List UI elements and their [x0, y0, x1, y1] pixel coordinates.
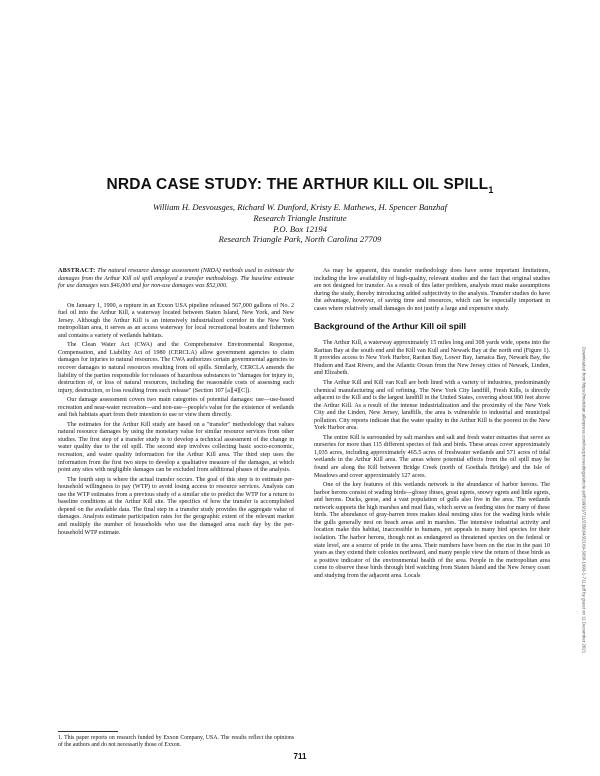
body-paragraph: On January 1, 1990, a rupture in an Exxon USA pipeline released 567,000 gallons of No. 2 fuel oil into the Arthur Kill, a waterway located between Staten Island, New York, and New Jersey. Although the Arthur Kill is an intensively industrialized corridor in the New York metropolitan area, it serves as an access waterway for local recreational boaters and fishermen and contains a variety of wetlands habitats.: [58, 302, 294, 339]
body-paragraph: As may be apparent, this transfer methodology does have some important limitations, including the low availability of high-quality, relevant studies and the fact that original studies are not designed for transfer. As a result of this latter problem, analysts must make assumptions during the study, thereby introducing added subjectivity to the analysis. Transfer studies do have the advantage, however, of saving time and resources, which can be especially important in cases where relatively small damages do not justify a large and expensive study.: [314, 268, 550, 312]
body-paragraph: The entire Kill is surrounded by salt marshes and salt and fresh water estuaries that serve as nurseries for more than 115 different species of fish and birds. These areas cover approximately 1,035 acres, including approximately 465.5 acres of freshwater wetlands and 571 acres of tidal wetlands in the Arthur Kill area. The areas where potential effects from the oil spill may be found are along the Kill between Bridge Creek (north of Goethals Bridge) and the Isle of Meadows and cover approximately 127 acres.: [314, 434, 550, 479]
byline: [60, 202, 540, 245]
title-footnote-mark: 1: [488, 185, 494, 196]
footnote-rule: [58, 731, 118, 732]
section-heading: Background of the Arthur Kill oil spill: [314, 321, 466, 332]
address-line-2: Research Triangle Park, North Carolina 27709: [218, 234, 382, 245]
left-column: [58, 268, 294, 539]
body-paragraph: The Clean Water Act (CWA) and the Comprehensive Environmental Response, Compensation, and Liability Act of 1980 (CERCLA) allow government agencies to claim damages for injuries to natural resources. The CWA authorizes certain governmental agencies to recover damages to natural resources resulting from oil spills. Similarly, CERCLA amends the liability of the parties responsible for releases of hazardous substances to "damages for injury to, destruction of, or loss of natural resources, including the reasonable costs of assessing such injury, destruction, or loss resulting from such release" (Section 107 [a][4][C]).: [58, 342, 294, 394]
body-paragraph: One of the key features of this wetlands network is the abundance of harbor herons. The harbor herons consist of wading birds—glossy ibises, great egrets, snowy egrets and little egrets, and herons. Ducks, geese, and a vast population of gulls also live in the area. The wetlands network supports the high marshes and mud flats, which serve as feeding sites for many of these birds. The abundance of gray-barren trees makes ideal nesting sites for the wading birds while the gulls generally nest on beach areas and in marshes. The intensive industrial activity and location make this habitat, inaccessible to humans, yet appeals to many bird species for their isolation. The harbor herons, though not as endangered as threatened species on the federal or state level, are a source of pride in the area. Their numbers have been on the rise in the past 10 years as they extend their colonies northward, and many people view the return of these birds as a positive indicator of the environmental health of the area. People in the metropolitan area come to observe these birds through bird watching from Staten Island and the New Jersey coast and studying from the adjacent area. Locals: [314, 482, 550, 579]
body-paragraph: Our damage assessment covers two main categories of potential damages: use—use-based recreation and near-water recreation—and non-use—people's value for the existence of wetlands and fish habitats apart from their intention to use or view them directly.: [58, 397, 294, 419]
download-watermark-text: Downloaded from https://meridian.allenpress.com/ioscproceedings/article-pdf/1993/1/711/2350343/2169-3358-1993-1-711.pdf by guest on 11 December 2021: [581, 346, 587, 654]
authors: William H. Desvousges, Richard W. Dunford, Kristy E. Mathews, H. Spencer Banzhaf: [152, 202, 448, 212]
body-paragraph: The Arthur Kill, a waterway approximately 15 miles long and 308 yards wide, opens into the Raritan Bay at the south end and the Kill van Kull and Newark Bay at the north end (Figure 1). It provides access to New York Harbor, Raritan Bay, Lower Bay, Jamaica Bay, Newark Bay, the Hudson and East Rivers, and the Atlantic Ocean from the New Jersey cities of Newark, Linden, and Elizabeth.: [314, 340, 550, 377]
page-number: 711: [293, 752, 307, 761]
abstract: [58, 268, 294, 291]
body-paragraph: The Arthur Kill and Kill van Kull are both lined with a variety of industries, predominantly chemical manufacturing and oil refining. The New York City landfill, Fresh Kills, is directly adjacent to the Kill and is the largest landfill in the United States, covering about 900 feet above the Arthur Kill. As a result of the intense industrialization and the proximity of the New York City and the Linden, New Jersey, landfills, the area is vulnerable to industrial and municipal pollution. City reports indicate that the water quality in the Arthur Kill is the poorest in the New York Harbor area.: [314, 380, 550, 432]
body-paragraph: The estimates for the Arthur Kill study are based on a "transfer" methodology that values natural resource damages by using the monetary value for similar resource services from other studies. The first step of a transfer study is to develop a technical assessment of the change in water quality due to the oil spill. The second step involves collecting basic socio-economic, recreation, and water quality information for the Arthur Kill area. The third step uses the information from the first two steps to develop a qualitative measure of the damages, at which point any sites with negligible damages can be excluded from additional phases of the analysis.: [58, 421, 294, 474]
abstract-label: ABSTRACT:: [58, 268, 96, 274]
footnote: 1. This paper reports on research funded by Exxon Company, USA. The results reflect the opinions of the authors and do not necessarily those of Exxon.: [58, 735, 294, 748]
institution: Research Triangle Institute: [253, 212, 347, 223]
body-paragraph: The fourth step is where the actual transfer occurs. The goal of this step is to estimate per-household willingness to pay (WTP) to avoid losing access to resource services. Analysts can use the WTP estimates from a previous study of a similar site to predict the WTP for a return to baseline conditions at the Arthur Kill site. The specifics of how the transfer is accomplished depend on the available data. The final step in a transfer study provides the aggregate value of damages. Analysts estimate participation rates for the geographic extent of the relevant market and multiply the number of households who use the damaged area each day by the per-household WTP estimate.: [58, 476, 294, 536]
paper-title: [0, 176, 600, 195]
paper-title-text: NRDA CASE STUDY: THE ARTHUR KILL OIL SPILL: [106, 176, 489, 193]
abstract-text: The natural resource damage assessment (NRDA) methods used to estimate the damages from the Arthur Kill oil spill employed a transfer methodology. The baseline estimate for use damages was $46,000 and for non-use damages was $52,000.: [58, 268, 294, 290]
address-line-1: P.O. Box 12194: [273, 223, 327, 234]
right-column: [314, 268, 550, 582]
